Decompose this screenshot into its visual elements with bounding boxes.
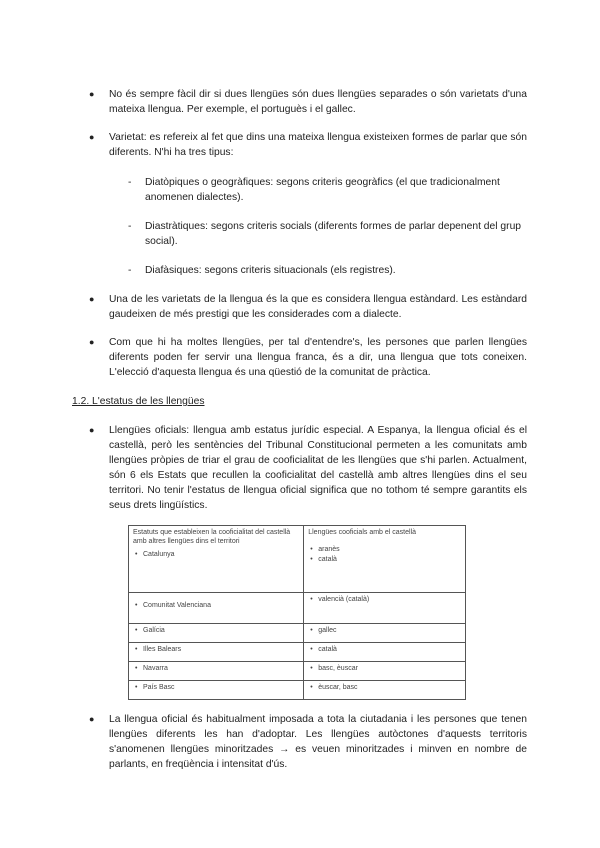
table-row [129,643,466,662]
table-row [129,662,466,681]
table-header-right: Llengües cooficials amb el castellà [308,529,417,536]
sub-item-dash: - [128,265,132,276]
paragraph-portugues-gallec: No és sempre fàcil dir si dues llengües són dues llengües separades o són varietats d'una mateixa llengua. Per exemple, el portuguès i el gallec. [109,89,527,115]
bullet-marker: ● [89,425,95,435]
table-cell-region: • Comunitat Valenciana [133,601,299,610]
section-heading: 1.2. L'estatus de les llengües [72,396,205,407]
bullet-marker: ● [89,337,95,347]
table-cell-region: • Illes Balears [133,645,299,654]
table-cell-language: • èuscar, basc [308,683,461,692]
table-header-left: Estatuts que estableixen la cooficialitat del castellà amb altres llengües dins el territori [133,529,291,545]
paragraph-llengues-oficials: Llengües oficials: llengua amb estatus jurídic especial. A Espanya, la llengua oficial és el castellà, però les sentències del Tribunal Constitucional permeten a les comunitats amb llengües pròpies de triar el grau de cooficialitat de les llengües que s'hi parlen. Actualment, són 6 els Estats que recullen la cooficialitat del castellà amb altres llengües dins el seu territori. No tenir l'estatus de llengua oficial significa que no tothom té sempre garantits els seus drets lingüístics. [109,425,527,511]
bullet-marker: ● [89,132,95,142]
bullet-marker: ● [89,89,95,99]
table-cell-language: • gallec [308,626,461,635]
sub-item-diafasiques: Diafàsiques: segons criteris situacionals (els registres). [145,265,396,276]
table-row [129,681,466,700]
sub-item-dash: - [128,221,132,232]
bullet-marker: ● [89,714,95,724]
table-row [129,624,466,643]
table-cell-language: • basc, èuscar [308,664,461,673]
table-cell-region: • País Basc [133,683,299,692]
paragraph-llengues-minoritzades: La llengua oficial és habitualment imposada a tota la ciutadania i les persones que tenen llengües diferents les han d'adoptar. Les llengües autòctones d'aquests territoris s'anomenen llengües minoritzades → es veuen minoritzades i minven en nombre de parlants, en freqüència i intensitat d'ús. [109,714,527,770]
table-row [129,593,466,624]
bullet-marker: ● [89,294,95,304]
sub-item-diatopiques: Diatòpiques o geogràfiques: segons criteris geogràfics (el que tradicionalment anomenen dialectes). [145,177,500,203]
sub-item-diastratiques: Diastràtiques: segons criteris socials (diferents formes de parlar depenent del grup social). [145,221,522,247]
table-cell-language: • valencià (català) [308,595,461,604]
paragraph-llengua-franca: Com que hi ha moltes llengües, per tal d'entendre's, les persones que parlen llengües diferents poden fer servir una llengua franca, és a dir, una llengua que tots coneixen. L'elecció d'aquesta llengua és una qüestió de la comunitat de pràctica. [109,337,527,378]
table-cell-region: • Navarra [133,664,299,673]
table-cell-region: • Galícia [133,626,299,635]
table-header-cell [304,526,466,593]
paragraph-varietat: Varietat: es refereix al fet que dins una mateixa llengua existeixen formes de parlar que són diferents. N'hi ha tres tipus: [109,132,527,158]
table-cell-language: • aranès [308,545,461,554]
sub-item-dash: - [128,177,132,188]
table-cell-region: • Catalunya [133,550,299,559]
cooficiality-table [128,525,466,700]
paragraph-estandard: Una de les varietats de la llengua és la que es considera llengua estàndard. Les estàndard gaudeixen de més prestigi que les considerades com a dialecte. [109,294,527,320]
table-header-cell [129,526,304,593]
table-cell-language: • català [308,555,461,564]
table-cell-language: • català [308,645,461,654]
